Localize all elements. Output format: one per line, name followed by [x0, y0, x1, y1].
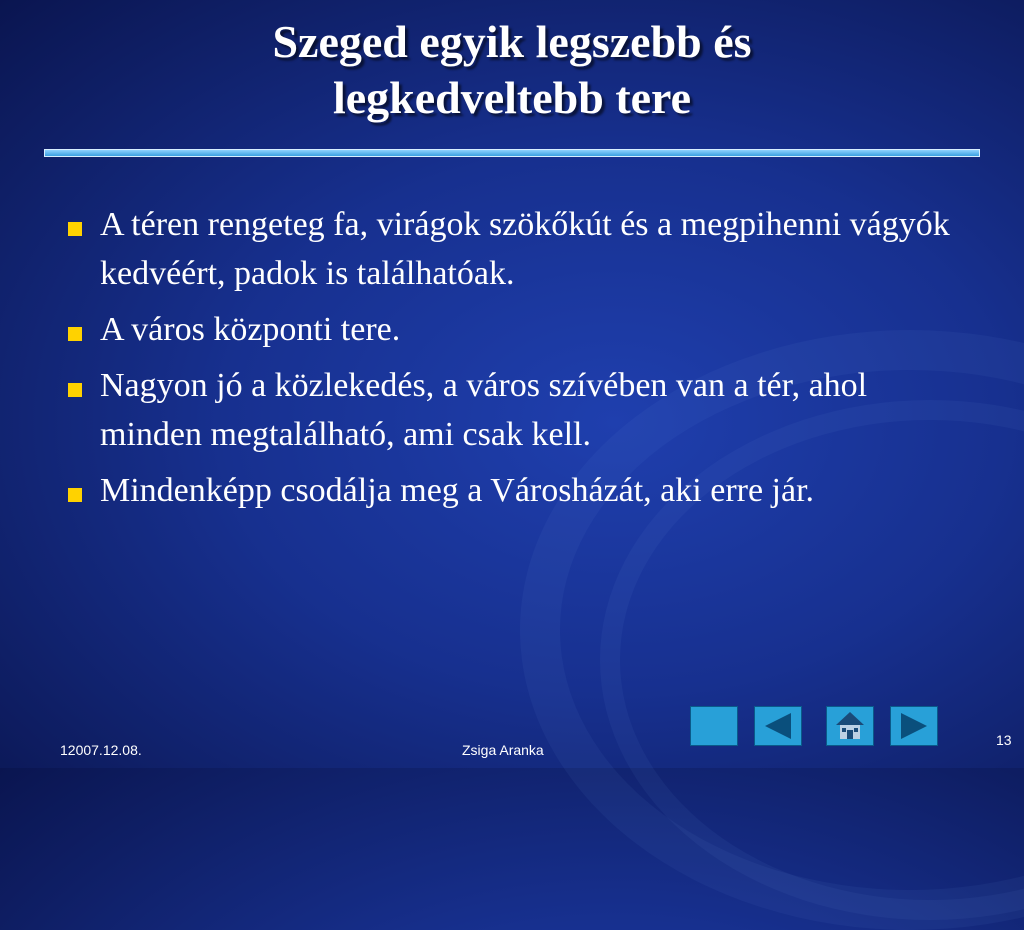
bullet-item [62, 361, 972, 459]
bullet-list [62, 200, 972, 522]
bullet-text: A téren rengeteg fa, virágok szökőkút és a megpihenni vágyók kedvéért, padok is találhatóak. [100, 206, 950, 292]
bullet-square-icon [68, 488, 82, 502]
bullet-square-icon [68, 222, 82, 236]
bullet-item [62, 200, 972, 298]
bullet-text: A város központi tere. [100, 311, 401, 348]
bullet-text: Nagyon jó a közlekedés, a város szívében van a tér, ahol minden megtalálható, ami csak kell. [100, 367, 868, 453]
bullet-item [62, 466, 972, 515]
bullet-item [62, 305, 972, 354]
title-divider [44, 149, 980, 157]
bullet-square-icon [68, 383, 82, 397]
slide-footer [0, 728, 1024, 768]
slide-number: 13 [996, 732, 1012, 748]
bullet-square-icon [68, 327, 82, 341]
slide-title-line-1: Szeged egyik legszebb és [272, 16, 752, 67]
footer-author: Zsiga Aranka [462, 742, 544, 758]
bullet-text: Mindenképp csodálja meg a Városházát, aki erre jár. [100, 472, 815, 509]
slide-title-line-2: legkedveltebb tere [332, 72, 692, 123]
slide-title [60, 14, 964, 126]
footer-date: 12007.12.08. [60, 742, 142, 758]
